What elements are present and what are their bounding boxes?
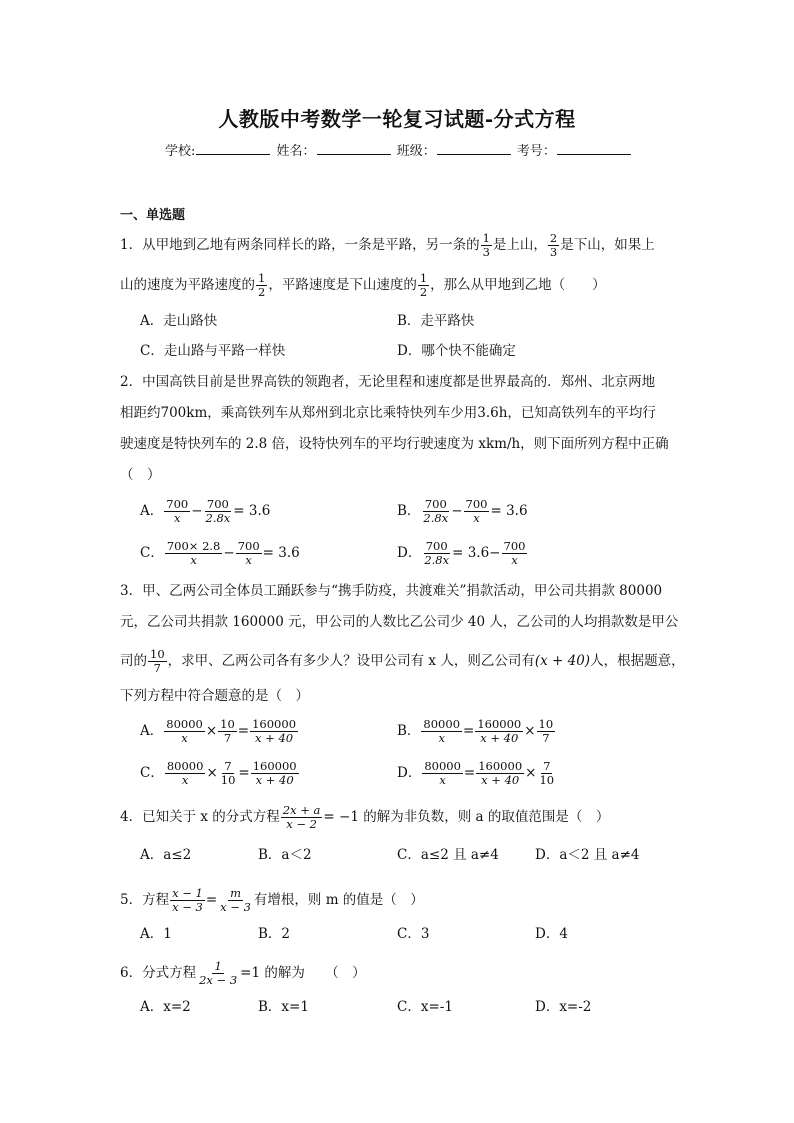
- q1-text-c: 是下山，如果上: [560, 237, 655, 253]
- q1-line-2: [120, 272, 606, 299]
- page-title: 人教版中考数学一轮复习试题-分式方程: [218, 107, 576, 131]
- number-label: 考号：: [516, 144, 556, 159]
- numerator: 1: [482, 231, 490, 245]
- numerator: 700: [424, 497, 447, 511]
- q4-option-b[interactable]: B．a＜2: [258, 847, 312, 863]
- option-label: D．: [397, 765, 422, 781]
- q3-option-b[interactable]: [397, 718, 556, 745]
- fraction: [236, 540, 262, 567]
- q4-fraction: [281, 804, 323, 831]
- fraction: [251, 760, 299, 787]
- q1-fraction-4: [418, 272, 429, 299]
- q3-text-b: ，求甲、乙两公司各有多少人？设甲公司有 x 人，则乙公司有: [167, 653, 535, 669]
- rhs: = 3.6: [262, 545, 300, 561]
- denominator: x: [190, 553, 197, 567]
- fraction: [164, 718, 205, 745]
- q5-option-c[interactable]: C．3: [397, 926, 430, 942]
- q1-text-a: 1．从甲地到乙地有两条同样长的路，一条是平路，另一条的: [120, 237, 480, 253]
- denominator: 10: [539, 773, 555, 787]
- q4-text-b: = −1 的解为非负数，则 a 的取值范围是（ ）: [323, 809, 610, 825]
- option-label: A．: [140, 723, 164, 739]
- fraction: [165, 540, 223, 567]
- rhs: = 3.6: [490, 503, 528, 519]
- q1-option-a[interactable]: A．走山路快: [140, 313, 218, 329]
- numerator: 700: [237, 539, 260, 553]
- q1-fraction-3: [256, 272, 267, 299]
- q6-fraction: [197, 960, 239, 987]
- q4-option-c[interactable]: C．a≤2 且 a≠4: [397, 847, 499, 863]
- fraction: [165, 760, 206, 787]
- class-blank[interactable]: [437, 142, 511, 155]
- q6-line-1: [120, 960, 366, 987]
- fraction: [421, 498, 450, 525]
- numerator: 80000: [424, 759, 461, 773]
- q6-option-d[interactable]: D．x=-2: [535, 999, 592, 1015]
- student-info-row: [165, 140, 633, 159]
- q2-option-d[interactable]: [397, 540, 528, 567]
- q1-text-b: 是上山，: [492, 237, 547, 253]
- q5-text-a: 5．方程: [120, 892, 170, 908]
- numerator: 700: [425, 539, 448, 553]
- numerator: 700× 2.8: [166, 539, 221, 553]
- denominator: x + 40: [255, 773, 294, 787]
- fraction: [218, 718, 237, 745]
- denominator: x: [181, 731, 188, 745]
- denominator: x + 40: [481, 773, 520, 787]
- fraction: [502, 540, 528, 567]
- denominator: x: [245, 553, 252, 567]
- q3-text-c: 人，根据题意，: [590, 653, 685, 669]
- operator: ×: [205, 723, 218, 739]
- operator: ×: [206, 765, 218, 781]
- option-label: A．: [140, 503, 164, 519]
- denominator: 3: [482, 245, 490, 259]
- numerator: 1: [419, 271, 428, 285]
- q3-option-a[interactable]: [140, 718, 299, 745]
- denominator: 2: [258, 285, 266, 299]
- operator: =: [463, 765, 476, 781]
- q3-option-c[interactable]: [140, 760, 300, 787]
- q6-option-a[interactable]: A．x=2: [140, 999, 191, 1015]
- denominator: 10: [220, 773, 236, 787]
- q2-option-b[interactable]: [397, 498, 528, 525]
- q1-line-1: [120, 232, 655, 259]
- numerator: 7: [543, 759, 551, 773]
- q5-option-a[interactable]: A．1: [140, 926, 172, 942]
- fraction: [537, 718, 556, 745]
- fraction: [421, 718, 462, 745]
- option-label: C．: [140, 765, 164, 781]
- q2-line-4: （ ）: [120, 467, 161, 483]
- q5-text-b: 有增根，则 m 的值是（ ）: [253, 892, 424, 908]
- numerator: 160000: [478, 759, 523, 773]
- rhs: = 3.6: [233, 503, 271, 519]
- denominator: 2: [419, 285, 428, 299]
- denominator: x: [439, 773, 446, 787]
- option-label: B．: [397, 723, 421, 739]
- q3-text-a: 司的: [120, 653, 147, 669]
- fraction: [250, 718, 298, 745]
- numerator: 2: [549, 231, 558, 245]
- school-label: 学校:: [165, 144, 196, 159]
- denominator: 2.8x: [423, 511, 449, 525]
- operator: −: [451, 503, 463, 519]
- q3-line-2: 元，乙公司共捐款 160000 元，甲公司的人数比乙公司少 40 人，乙公司的人均捐款数是甲公: [120, 614, 679, 630]
- q4-text-a: 4．已知关于 x 的分式方程: [120, 809, 280, 825]
- operator: =: [237, 723, 250, 739]
- q6-option-b[interactable]: B．x=1: [258, 999, 309, 1015]
- numerator: 1: [258, 271, 266, 285]
- option-label: B．: [397, 503, 421, 519]
- school-blank[interactable]: [196, 142, 270, 155]
- denominator: 7: [223, 731, 232, 745]
- numerator: 700: [166, 497, 189, 511]
- numerator: 160000: [252, 759, 297, 773]
- numerator: 160000: [252, 717, 297, 731]
- fraction: [422, 540, 451, 567]
- q1-text-f: ，那么从甲地到乙地（ ）: [430, 277, 606, 293]
- numerator: 10: [538, 717, 554, 731]
- q2-option-c[interactable]: [140, 540, 300, 567]
- numerator: x − 1: [172, 886, 203, 900]
- denominator: x − 3: [220, 900, 251, 914]
- fraction: [475, 718, 523, 745]
- denominator: 2.8x: [424, 553, 450, 567]
- name-blank[interactable]: [317, 142, 391, 155]
- denominator: 2.8x: [205, 511, 231, 525]
- fraction: [537, 760, 556, 787]
- numerator: 80000: [166, 759, 204, 773]
- fraction: [422, 760, 463, 787]
- numerator: m: [230, 886, 241, 900]
- q1-fraction-2: [548, 232, 559, 259]
- fraction: [164, 498, 190, 525]
- option-label: C．: [140, 545, 164, 561]
- q6-text-a: 6．分式方程: [120, 965, 197, 981]
- q3-line-3: [120, 648, 685, 675]
- denominator: x + 40: [255, 731, 294, 745]
- fraction: [464, 498, 490, 525]
- operator: =: [238, 765, 250, 781]
- option-label: D．: [397, 545, 422, 561]
- q5-fraction-2: [218, 887, 253, 914]
- fraction: [204, 498, 233, 525]
- numerator: 2x + a: [282, 803, 321, 817]
- q2-line-3: 驶速度是特快列车的 2.8 倍，设特快列车的平均行驶速度为 xkm/h，则下面所列方程中正确: [120, 436, 669, 452]
- fraction: [476, 760, 524, 787]
- denominator: x − 2: [286, 817, 317, 831]
- numerator: 700: [503, 539, 526, 553]
- numerator: 1: [214, 959, 222, 973]
- q1-option-c[interactable]: C．走山路与平路一样快: [140, 343, 286, 359]
- numerator: 80000: [423, 717, 461, 731]
- number-blank[interactable]: [557, 142, 631, 155]
- operator: =: [205, 892, 218, 908]
- numerator: 700: [206, 497, 229, 511]
- denominator: 7: [542, 731, 550, 745]
- q2-option-a[interactable]: [140, 498, 270, 525]
- operator: ×: [525, 765, 537, 781]
- q5-option-d[interactable]: D．4: [535, 926, 568, 942]
- denominator: x: [438, 731, 445, 745]
- q1-option-b[interactable]: B．走平路快: [397, 313, 475, 329]
- operator: −: [191, 503, 203, 519]
- q1-text-d: 山的速度为平路速度的: [120, 277, 255, 293]
- denominator: x: [473, 511, 480, 525]
- numerator: 10: [220, 717, 235, 731]
- denominator: x + 40: [480, 731, 519, 745]
- operator: ×: [524, 723, 536, 739]
- denominator: x: [511, 553, 518, 567]
- q6-option-c[interactable]: C．x=-1: [397, 999, 453, 1015]
- q1-fraction-1: [481, 232, 492, 259]
- numerator: 700: [465, 497, 488, 511]
- q1-option-d[interactable]: D．哪个快不能确定: [397, 343, 516, 359]
- q5-line-1: [120, 887, 424, 914]
- numerator: 160000: [477, 717, 522, 731]
- q4-line-1: [120, 804, 609, 831]
- numerator: 80000: [166, 717, 203, 731]
- denominator: x: [173, 511, 181, 525]
- class-label: 班级：: [396, 144, 436, 159]
- denominator: 7: [153, 661, 161, 675]
- operator: = 3.6−: [452, 545, 501, 561]
- q1-text-e: ，平路速度是下山速度的: [268, 277, 417, 293]
- denominator: 3: [549, 245, 558, 259]
- q6-text-b: =1 的解为 （ ）: [240, 965, 366, 981]
- q4-option-d[interactable]: D．a＜2 且 a≠4: [535, 847, 640, 863]
- q3-fraction: [148, 648, 167, 675]
- numerator: 7: [224, 759, 232, 773]
- q5-option-b[interactable]: B．2: [258, 926, 291, 942]
- fraction: [219, 760, 238, 787]
- denominator: x − 3: [172, 900, 203, 914]
- name-label: 姓名：: [276, 144, 316, 159]
- q2-line-2: 相距约700km，乘高铁列车从郑州到北京比乘特快列车少用3.6h，已知高铁列车的平均行: [120, 405, 656, 421]
- q2-line-1: 2．中国高铁目前是世界高铁的领跑者，无论里程和速度都是世界最高的．郑州、北京两地: [120, 374, 656, 390]
- q5-fraction-1: [170, 887, 205, 914]
- operator: −: [223, 545, 235, 561]
- denominator: x: [181, 773, 189, 787]
- q3-expression: (x + 40): [534, 653, 591, 669]
- q3-option-d[interactable]: [397, 760, 557, 787]
- q3-line-1: 3．甲、乙两公司全体员工踊跃参与“携手防疫，共渡难关”捐款活动，甲公司共捐款 80000: [120, 583, 663, 599]
- denominator: 2x − 3: [199, 973, 238, 987]
- numerator: 10: [150, 647, 165, 661]
- q3-line-4: 下列方程中符合题意的是（ ）: [120, 688, 309, 704]
- operator: =: [463, 723, 475, 739]
- q4-option-a[interactable]: A．a≤2: [140, 847, 192, 863]
- section-heading: 一、单选题: [120, 208, 186, 223]
